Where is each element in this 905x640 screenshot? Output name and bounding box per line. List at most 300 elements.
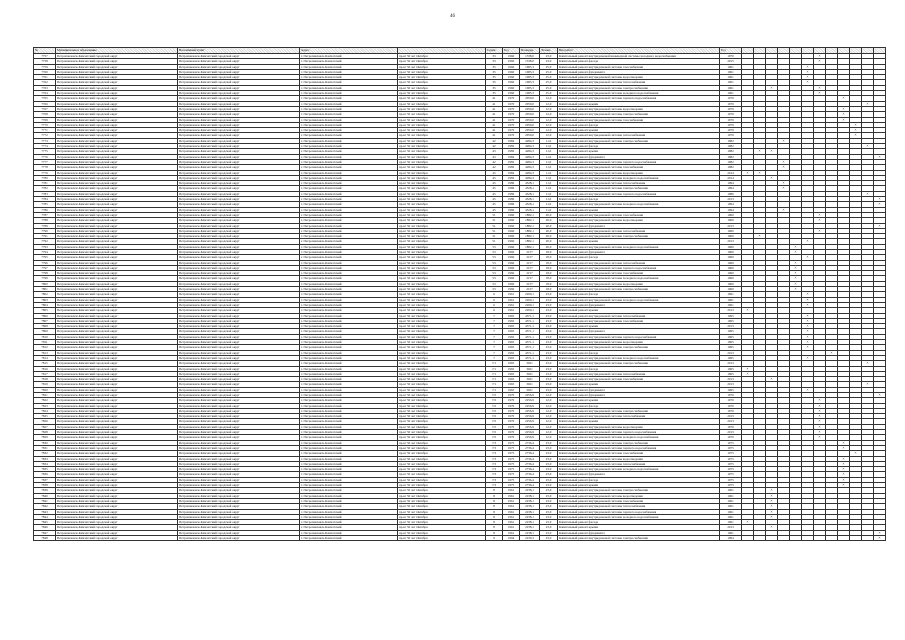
cell-addr: пр-кт 50 лет Октября bbox=[398, 461, 486, 466]
cell-mo: Петропавловск-Камчатский городской округ bbox=[56, 467, 178, 472]
cell-np: Петропавловск-Камчатский городской округ bbox=[178, 101, 300, 106]
cell-np: Петропавловск-Камчатский городской округ bbox=[178, 419, 300, 424]
cell-addr: пр-кт 50 лет Октября bbox=[398, 313, 486, 318]
cross-mark: × bbox=[802, 64, 814, 69]
cross-mark: × bbox=[814, 228, 826, 233]
cross-mark: × bbox=[766, 377, 778, 382]
cell-mo: Петропавловск-Камчатский городской округ bbox=[56, 408, 178, 413]
cell-id: 7807 bbox=[34, 318, 56, 323]
cell-w: Капитальный ремонт крыши bbox=[558, 149, 720, 154]
cell-id: 7844 bbox=[34, 514, 56, 519]
cell-f: 20,0 bbox=[540, 244, 558, 249]
cell-f: 12,0 bbox=[540, 96, 558, 101]
cell-w: Капитальный ремонт внутридомовой системы электроснабжения bbox=[558, 287, 720, 292]
cell-addr: пр-кт 50 лет Октября bbox=[398, 440, 486, 445]
cell-w: Капитальный ремонт крыши bbox=[558, 101, 720, 106]
cell-np: Петропавловск-Камчатский городской округ bbox=[178, 292, 300, 297]
cell-y: 1961 bbox=[503, 530, 520, 535]
cell-y: 1965 bbox=[503, 340, 520, 345]
cell-y: 1986 bbox=[503, 191, 520, 196]
cell-w: Капитальный ремонт фундамента bbox=[558, 393, 720, 398]
cell-w: Капитальный ремонт внутридомовой системы электроснабжения bbox=[558, 186, 720, 191]
cell-np: Петропавловск-Камчатский городской округ bbox=[178, 239, 300, 244]
cell-f: 12,0 bbox=[540, 101, 558, 106]
cell-h: 42 bbox=[486, 159, 503, 164]
cell-w: Капитальный ремонт внутридомовой системы газоснабжения bbox=[558, 271, 720, 276]
cell-np: Петропавловск-Камчатский городской округ bbox=[178, 313, 300, 318]
cell-a: 2157 bbox=[520, 255, 540, 260]
cell-yr: 1982 bbox=[720, 144, 742, 149]
cell-mo: Петропавловск-Камчатский городской округ bbox=[56, 324, 178, 329]
cell-w: Капитальный ремонт крыши bbox=[558, 525, 720, 530]
cell-y: 1970 bbox=[503, 403, 520, 408]
cell-addr: пр-кт 50 лет Октября bbox=[398, 514, 486, 519]
cell-mo: Петропавловск-Камчатский городской округ bbox=[56, 228, 178, 233]
cell-mo: Петропавловск-Камчатский городской округ bbox=[56, 59, 178, 64]
cell-f: 23,0 bbox=[540, 440, 558, 445]
cell-a: 2736,4 bbox=[520, 440, 540, 445]
cell-a: 1685,3 bbox=[520, 75, 540, 80]
cell-a: 2256,9 bbox=[520, 414, 540, 419]
cell-addr: пр-кт 50 лет Октября bbox=[398, 249, 486, 254]
cross-mark: × bbox=[754, 234, 766, 239]
cell-y: 1970 bbox=[503, 122, 520, 127]
cross-mark: × bbox=[838, 117, 850, 122]
cell-a: 2238,1 bbox=[520, 520, 540, 525]
cell-mo: Петропавловск-Камчатский городской округ bbox=[56, 313, 178, 318]
cell-y: 1961 bbox=[503, 514, 520, 519]
cell-id: 7812 bbox=[34, 345, 56, 350]
cell-id: 7794 bbox=[34, 249, 56, 254]
cell-y: 1970 bbox=[503, 112, 520, 117]
cell-id: 7839 bbox=[34, 488, 56, 493]
cell-h: 7 bbox=[486, 318, 503, 323]
cell-city: г. Петропавловск-Камчатский bbox=[300, 281, 398, 286]
cross-mark: × bbox=[838, 477, 850, 482]
cell-city: г. Петропавловск-Камчатский bbox=[300, 249, 398, 254]
cell-mo: Петропавловск-Камчатский городской округ bbox=[56, 276, 178, 281]
cell-h: 7/1 bbox=[486, 361, 503, 366]
cell-h: 41 bbox=[486, 117, 503, 122]
cell-mo: Петропавловск-Камчатский городской округ bbox=[56, 144, 178, 149]
cell-a: 2238,1 bbox=[520, 525, 540, 530]
cell-id: 7787 bbox=[34, 212, 56, 217]
cell-y: 1982 bbox=[503, 149, 520, 154]
cross-mark: × bbox=[838, 483, 850, 488]
cell-yr: 1975 bbox=[720, 456, 742, 461]
cell-yr: 1994 bbox=[720, 207, 742, 212]
cell-yr: 1965 bbox=[720, 313, 742, 318]
cell-addr: пр-кт 50 лет Октября bbox=[398, 59, 486, 64]
cell-city: г. Петропавловск-Камчатский bbox=[300, 218, 398, 223]
cell-addr: пр-кт 50 лет Октября bbox=[398, 419, 486, 424]
cell-id: 7758 bbox=[34, 59, 56, 64]
cell-y: 1965 bbox=[503, 366, 520, 371]
cell-city: г. Петропавловск-Камчатский bbox=[300, 302, 398, 307]
cell-w: Капитальный ремонт фасада bbox=[558, 255, 720, 260]
cell-a: 2736,4 bbox=[520, 477, 540, 482]
cell-h: 41 bbox=[486, 96, 503, 101]
cross-mark: × bbox=[802, 313, 814, 318]
cell-w: Капитальный ремонт внутридомовой системы водоотведения bbox=[558, 281, 720, 286]
cell-addr: пр-кт 50 лет Октября bbox=[398, 324, 486, 329]
cell-addr: пр-кт 50 лет Октября bbox=[398, 308, 486, 313]
cell-a: 2256,9 bbox=[520, 430, 540, 435]
cell-addr: пр-кт 50 лет Октября bbox=[398, 435, 486, 440]
cell-addr: пр-кт 50 лет Октября bbox=[398, 159, 486, 164]
cell-y: 1965 bbox=[503, 382, 520, 387]
cell-f: 23,0 bbox=[540, 355, 558, 360]
cell-addr: пр-кт 50 лет Октября bbox=[398, 112, 486, 117]
cell-y: 1960 bbox=[503, 239, 520, 244]
cell-yr: 1970 bbox=[720, 435, 742, 440]
cell-city: г. Петропавловск-Камчатский bbox=[300, 75, 398, 80]
cell-addr: пр-кт 50 лет Октября bbox=[398, 414, 486, 419]
cell-addr: пр-кт 50 лет Октября bbox=[398, 445, 486, 450]
cell-yr: 1961 bbox=[720, 75, 742, 80]
cell-w: Капитальный ремонт крыши bbox=[558, 207, 720, 212]
cell-h: 45 bbox=[486, 170, 503, 175]
cell-h: 6 bbox=[486, 292, 503, 297]
cell-addr: пр-кт 50 лет Октября bbox=[398, 122, 486, 127]
cell-mo: Петропавловск-Камчатский городской округ bbox=[56, 207, 178, 212]
cell-yr: 1975 bbox=[720, 440, 742, 445]
cell-id: 7814 bbox=[34, 355, 56, 360]
cell-city: г. Петропавловск-Камчатский bbox=[300, 430, 398, 435]
cell-h: 41 bbox=[486, 128, 503, 133]
cell-h: 8 bbox=[486, 525, 503, 530]
cell-np: Петропавловск-Камчатский городской округ bbox=[178, 302, 300, 307]
cell-city: г. Петропавловск-Камчатский bbox=[300, 324, 398, 329]
cross-mark: × bbox=[814, 403, 826, 408]
cell-addr: пр-кт 50 лет Октября bbox=[398, 175, 486, 180]
cell-a: 1685,3 bbox=[520, 91, 540, 96]
cell-city: г. Петропавловск-Камчатский bbox=[300, 350, 398, 355]
cell-y: 1982 bbox=[503, 170, 520, 175]
cell-addr: пр-кт 50 лет Октября bbox=[398, 382, 486, 387]
cell-f: 11,0 bbox=[540, 181, 558, 186]
cell-f: 11,0 bbox=[540, 154, 558, 159]
cell-w: Капитальный ремонт внутридомовой системы водоотведения bbox=[558, 75, 720, 80]
cell-id: 7823 bbox=[34, 403, 56, 408]
cell-np: Петропавловск-Камчатский городской округ bbox=[178, 207, 300, 212]
cell-f: 23,0 bbox=[540, 318, 558, 323]
cross-mark: × bbox=[874, 223, 886, 228]
cell-np: Петропавловск-Камчатский городской округ bbox=[178, 175, 300, 180]
cell-yr: 1961 bbox=[720, 488, 742, 493]
cell-f: 11,0 bbox=[540, 159, 558, 164]
cell-addr: пр-кт 50 лет Октября bbox=[398, 451, 486, 456]
cell-a: 4371,1 bbox=[520, 329, 540, 334]
cell-w: Капитальный ремонт внутридомовой системы теплоснабжения bbox=[558, 133, 720, 138]
cell-w: Капитальный ремонт фундамента bbox=[558, 387, 720, 392]
cell-h: 8 bbox=[486, 530, 503, 535]
cell-id: 7792 bbox=[34, 239, 56, 244]
cell-f: 23,0 bbox=[540, 456, 558, 461]
cell-addr: пр-кт 50 лет Октября bbox=[398, 456, 486, 461]
cell-h: 35 bbox=[486, 64, 503, 69]
cell-np: Петропавловск-Камчатский городской округ bbox=[178, 345, 300, 350]
cell-yr: 1961 bbox=[720, 64, 742, 69]
cell-h: 6 bbox=[486, 302, 503, 307]
cell-a: 4371,1 bbox=[520, 313, 540, 318]
cell-mo: Петропавловск-Камчатский городской округ bbox=[56, 509, 178, 514]
column-header: № bbox=[34, 48, 56, 54]
cell-a: 2050,0 bbox=[520, 112, 540, 117]
cell-mo: Петропавловск-Камчатский городской округ bbox=[56, 112, 178, 117]
cell-f: 18,0 bbox=[540, 271, 558, 276]
cell-h: 35 bbox=[486, 80, 503, 85]
cell-np: Петропавловск-Камчатский городской округ bbox=[178, 472, 300, 477]
cell-h: 53 bbox=[486, 249, 503, 254]
cell-h: 7/3 bbox=[486, 467, 503, 472]
cell-h: 7/2 bbox=[486, 393, 503, 398]
cell-id: 7842 bbox=[34, 504, 56, 509]
cell-mo: Петропавловск-Камчатский городской округ bbox=[56, 377, 178, 382]
cell-h: 7 bbox=[486, 355, 503, 360]
cell-addr: пр-кт 50 лет Октября bbox=[398, 281, 486, 286]
cell-f: 23,0 bbox=[540, 509, 558, 514]
cell-id: 7765 bbox=[34, 96, 56, 101]
cell-w: Капитальный ремонт внутридомовой системы водоотведения bbox=[558, 340, 720, 345]
cell-addr: пр-кт 50 лет Октября bbox=[398, 165, 486, 170]
cell-np: Петропавловск-Камчатский городской округ bbox=[178, 334, 300, 339]
cell-id: 7780 bbox=[34, 175, 56, 180]
cell-h: 8 bbox=[486, 488, 503, 493]
cell-w: Капитальный ремонт внутридомовой системы горячего водоснабжения bbox=[558, 430, 720, 435]
cell-city: г. Петропавловск-Камчатский bbox=[300, 287, 398, 292]
cross-mark: × bbox=[862, 361, 874, 366]
cell-addr: пр-кт 50 лет Октября bbox=[398, 292, 486, 297]
cell-f: 11,0 bbox=[540, 165, 558, 170]
cell-yr: 1982 bbox=[720, 154, 742, 159]
empty-mark-cell bbox=[814, 536, 826, 541]
cell-id: 7834 bbox=[34, 461, 56, 466]
cell-addr: пр-кт 50 лет Октября bbox=[398, 207, 486, 212]
cell-f: 25,0 bbox=[540, 80, 558, 85]
cell-f: 23,0 bbox=[540, 488, 558, 493]
cell-addr: пр-кт 50 лет Октября bbox=[398, 138, 486, 143]
cell-id: 7847 bbox=[34, 530, 56, 535]
cell-a: 4371,1 bbox=[520, 340, 540, 345]
cell-np: Петропавловск-Камчатский городской округ bbox=[178, 467, 300, 472]
cross-mark: × bbox=[862, 101, 874, 106]
cross-mark: × bbox=[742, 371, 754, 376]
cell-yr: 1960 bbox=[720, 276, 742, 281]
cross-mark: × bbox=[778, 138, 790, 143]
cell-y: 1960 bbox=[503, 287, 520, 292]
cell-w: Капитальный ремонт внутридомовой системы теплоснабжения bbox=[558, 461, 720, 466]
cell-addr: пр-кт 50 лет Октября bbox=[398, 133, 486, 138]
cell-h: 7/2 bbox=[486, 398, 503, 403]
column-header: Площадь bbox=[520, 48, 540, 54]
cell-addr: пр-кт 50 лет Октября bbox=[398, 260, 486, 265]
cell-f: 23,0 bbox=[540, 520, 558, 525]
cell-mo: Петропавловск-Камчатский городской округ bbox=[56, 249, 178, 254]
cell-a: 2256,9 bbox=[520, 398, 540, 403]
cell-w: Капитальный ремонт внутридомовой системы теплоснабжения bbox=[558, 414, 720, 419]
cell-w: Капитальный ремонт крыши bbox=[558, 483, 720, 488]
cell-addr: пр-кт 50 лет Октября bbox=[398, 504, 486, 509]
cell-w: Капитальный ремонт внутридомовой системы горячего водоснабжения bbox=[558, 96, 720, 101]
cell-y: 1961 bbox=[503, 308, 520, 313]
cell-y: 1960 bbox=[503, 255, 520, 260]
cross-mark: × bbox=[778, 165, 790, 170]
cell-y: 1960 bbox=[503, 249, 520, 254]
cell-a: 2736,4 bbox=[520, 451, 540, 456]
cross-mark: × bbox=[790, 244, 802, 249]
cell-yr: 1961 bbox=[720, 80, 742, 85]
cell-w: Капитальный ремонт внутридомовой системы газоснабжения bbox=[558, 212, 720, 217]
cell-y: 1960 bbox=[503, 64, 520, 69]
cell-f: 23,0 bbox=[540, 59, 558, 64]
cell-a: 2238,1 bbox=[520, 498, 540, 503]
cell-id: 7798 bbox=[34, 271, 56, 276]
cell-a: 1338,0 bbox=[520, 54, 540, 59]
cross-mark: × bbox=[838, 106, 850, 111]
cell-a: 1685,3 bbox=[520, 69, 540, 74]
cell-addr: пр-кт 50 лет Октября bbox=[398, 472, 486, 477]
cell-f: 23,0 bbox=[540, 504, 558, 509]
cell-addr: пр-кт 50 лет Октября bbox=[398, 117, 486, 122]
cell-w: Капитальный ремонт фасада bbox=[558, 366, 720, 371]
empty-mark-cell bbox=[826, 536, 838, 541]
cell-city: г. Петропавловск-Камчатский bbox=[300, 424, 398, 429]
cell-city: г. Петропавловск-Камчатский bbox=[300, 292, 398, 297]
cell-w: Капитальный ремонт крыши bbox=[558, 398, 720, 403]
cell-f: 23,0 bbox=[540, 371, 558, 376]
cell-w: Капитальный ремонт внутридомовой системы горячего водоснабжения bbox=[558, 445, 720, 450]
cross-mark: × bbox=[802, 318, 814, 323]
cross-mark: × bbox=[838, 472, 850, 477]
cell-f: 18,0 bbox=[540, 249, 558, 254]
empty-mark-cell bbox=[802, 536, 814, 541]
cell-f: 25,0 bbox=[540, 91, 558, 96]
cell-addr: пр-кт 50 лет Октября bbox=[398, 371, 486, 376]
cell-addr: пр-кт 50 лет Октября bbox=[398, 345, 486, 350]
cell-a: 3021 bbox=[520, 377, 540, 382]
cell-addr: пр-кт 50 лет Октября bbox=[398, 144, 486, 149]
cell-addr: пр-кт 50 лет Октября bbox=[398, 536, 486, 541]
cell-w: Капитальный ремонт внутридомовой системы холодного водоснабжения bbox=[558, 244, 720, 249]
cell-y: 1982 bbox=[503, 138, 520, 143]
cell-mo: Петропавловск-Камчатский городской округ bbox=[56, 175, 178, 180]
cell-w: Капитальный ремонт внутридомовой системы электроснабжения bbox=[558, 234, 720, 239]
cross-mark: × bbox=[814, 54, 826, 59]
cell-h: 7 bbox=[486, 313, 503, 318]
cell-id: 7788 bbox=[34, 218, 56, 223]
cell-city: г. Петропавловск-Камчатский bbox=[300, 64, 398, 69]
cell-h: 53 bbox=[486, 276, 503, 281]
cell-y: 1982 bbox=[503, 159, 520, 164]
cell-id: 7796 bbox=[34, 260, 56, 265]
cell-id: 7845 bbox=[34, 520, 56, 525]
cell-f: 12,0 bbox=[540, 424, 558, 429]
cell-f: 12,0 bbox=[540, 430, 558, 435]
cross-mark: × bbox=[742, 520, 754, 525]
cell-city: г. Петропавловск-Камчатский bbox=[300, 504, 398, 509]
cell-a: 4371,1 bbox=[520, 345, 540, 350]
cell-y: 1960 bbox=[503, 75, 520, 80]
cell-f: 12,0 bbox=[540, 117, 558, 122]
cell-h: 45 bbox=[486, 207, 503, 212]
cell-f: 18,0 bbox=[540, 281, 558, 286]
cell-addr: пр-кт 50 лет Октября bbox=[398, 377, 486, 382]
cell-h: 51 bbox=[486, 239, 503, 244]
cell-a: 4284,3 bbox=[520, 138, 540, 143]
cross-mark: × bbox=[874, 530, 886, 535]
cell-np: Петропавловск-Камчатский городской округ bbox=[178, 75, 300, 80]
cell-a: 2157 bbox=[520, 276, 540, 281]
cell-y: 1975 bbox=[503, 445, 520, 450]
cell-f: 25,0 bbox=[540, 69, 558, 74]
cell-mo: Петропавловск-Камчатский городской округ bbox=[56, 159, 178, 164]
cell-mo: Петропавловск-Камчатский городской округ bbox=[56, 181, 178, 186]
cell-city: г. Петропавловск-Камчатский bbox=[300, 371, 398, 376]
cell-a: 4284,3 bbox=[520, 154, 540, 159]
cell-np: Петропавловск-Камчатский городской округ bbox=[178, 159, 300, 164]
cell-h: 7 bbox=[486, 329, 503, 334]
cell-city: г. Петропавловск-Камчатский bbox=[300, 59, 398, 64]
cell-a: 2736,4 bbox=[520, 472, 540, 477]
cell-a: 1338,0 bbox=[520, 59, 540, 64]
cell-yr: 2013 bbox=[720, 239, 742, 244]
cell-w: Капитальный ремонт внутридомовой инженерной системы холодного водоснабжения bbox=[558, 54, 720, 59]
cell-city: г. Петропавловск-Камчатский bbox=[300, 181, 398, 186]
cell-a: 4284,3 bbox=[520, 165, 540, 170]
cell-id: 7825 bbox=[34, 414, 56, 419]
cell-y: 1965 bbox=[503, 334, 520, 339]
cell-id: 7821 bbox=[34, 393, 56, 398]
cell-y: 1965 bbox=[503, 355, 520, 360]
cell-h: 7/3 bbox=[486, 461, 503, 466]
cell-f: 12,0 bbox=[540, 128, 558, 133]
cell-f: 23,0 bbox=[540, 525, 558, 530]
cell-w: Капитальный ремонт внутридомовой системы теплоснабжения bbox=[558, 181, 720, 186]
page-number: 46 bbox=[450, 14, 455, 19]
cell-y: 1961 bbox=[503, 504, 520, 509]
cell-mo: Петропавловск-Камчатский городской округ bbox=[56, 265, 178, 270]
cell-y: 1975 bbox=[503, 451, 520, 456]
cell-np: Петропавловск-Камчатский городской округ bbox=[178, 260, 300, 265]
table-body bbox=[34, 54, 886, 541]
cell-yr: 1970 bbox=[720, 398, 742, 403]
cell-f: 11,0 bbox=[540, 144, 558, 149]
cell-np: Петропавловск-Камчатский городской округ bbox=[178, 197, 300, 202]
cell-np: Петропавловск-Камчатский городской округ bbox=[178, 350, 300, 355]
cell-a: 4528,1 bbox=[520, 207, 540, 212]
cell-w: Капитальный ремонт фасада bbox=[558, 350, 720, 355]
cell-np: Петропавловск-Камчатский городской округ bbox=[178, 371, 300, 376]
cell-addr: пр-кт 50 лет Октября bbox=[398, 477, 486, 482]
cross-mark: × bbox=[802, 387, 814, 392]
cell-addr: пр-кт 50 лет Октября bbox=[398, 239, 486, 244]
cell-w: Капитальный ремонт крыши bbox=[558, 419, 720, 424]
cell-h: 45 bbox=[486, 197, 503, 202]
cell-y: 1975 bbox=[503, 477, 520, 482]
cell-mo: Петропавловск-Камчатский городской округ bbox=[56, 106, 178, 111]
cell-w: Капитальный ремонт внутридомовой системы теплоснабжения bbox=[558, 504, 720, 509]
cell-id: 7820 bbox=[34, 387, 56, 392]
cell-mo: Петропавловск-Камчатский городской округ bbox=[56, 149, 178, 154]
cell-addr: пр-кт 50 лет Октября bbox=[398, 393, 486, 398]
cell-h: 42 bbox=[486, 165, 503, 170]
cell-a: 2157 bbox=[520, 265, 540, 270]
cell-w: Капитальный ремонт крыши bbox=[558, 239, 720, 244]
cell-h: 35 bbox=[486, 85, 503, 90]
cell-f: 23,0 bbox=[540, 530, 558, 535]
cell-yr: 1965 bbox=[720, 387, 742, 392]
